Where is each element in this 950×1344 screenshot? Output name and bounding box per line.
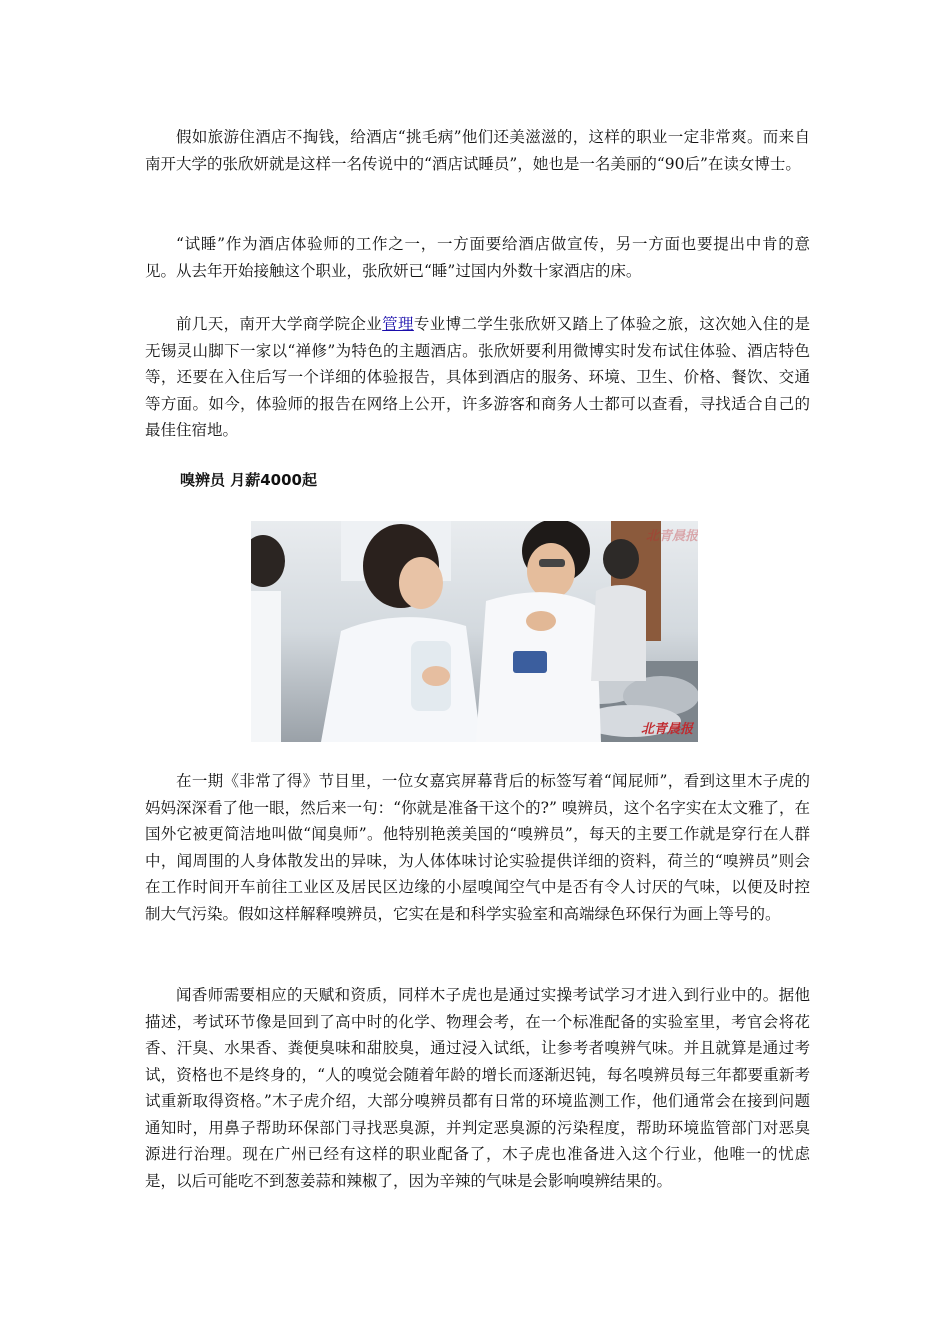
photo-illustration (251, 521, 698, 742)
paragraph-odor-tester-story: 在一期《非常了得》节目里，一位女嘉宾屏幕背后的标签写着“闻屁师”，看到这里木子虎的妈妈深深看了他一眼，然后来一句：“你就是准备干这个的?” 嗅辨员，这个名字实在太文雅了，在国外它被更简洁地叫做“闻臭师”。他特别艳羡美国的“嗅辨员”，每天的主要工作就是穿行在人群中，闻周围的人身体散发出的异味，为人体体味讨论实验提供详细的资料，荷兰的“嗅辨员”则会在工作时间开车前往工业区及居民区边缘的小屋嗅闻空气中是否有令人讨厌的气味，以便及时控制大气污染。假如这样解释嗅辨员，它实在是和科学实验室和高端绿色环保行为画上等号的。 (145, 772, 810, 923)
photo-watermark-top: 北青晨报 (646, 529, 698, 544)
paragraph-text-before-link: 前几天，南开大学商学院企业 (176, 315, 383, 333)
paragraph-text-after-link: 专业博二学生张欣妍又踏上了体验之旅，这次她入住的是无锡灵山脚下一家以“禅修”为特色的主题酒店。张欣妍要利用微博实时发布试住体验、酒店特色等，还要在入住后写一个详细的体验报告，具体到酒店的服务、环境、卫生、价格、餐饮、交通等方面。如今，体验师的报告在网络上公开，许多游客和商务人士都可以查看，寻找适合自己的最佳住宿地。 (145, 315, 810, 439)
paragraph-recent-trip (145, 311, 810, 444)
management-link[interactable]: 管理 (382, 315, 414, 333)
photo-watermark-bottom: 北青晨报 (641, 722, 694, 737)
paragraph-odor-tester-exam: 闻香师需要相应的天赋和资质，同样木子虎也是通过实操考试学习才进入到行业中的。据他描述，考试环节像是回到了高中时的化学、物理会考，在一个标准配备的实验室里，考官会将花香、汗臭、水果香、粪便臭味和甜胶臭，通过浸入试纸，让参考者嗅辨气味。并且就算是通过考试，资格也不是终身的，“人的嗅觉会随着年龄的增长而逐渐迟钝，每名嗅辨员每三年都要重新考试重新取得资格。”木子虎介绍，大部分嗅辨员都有日常的环境监测工作，他们通常会在接到问题通知时，用鼻子帮助环保部门寻找恶臭源，并判定恶臭源的污染程度，帮助环境监管部门对恶臭源进行治理。现在广州已经有这样的职业配备了，木子虎也准备进入这个行业，他唯一的忧虑是，以后可能吃不到葱姜蒜和辣椒了，因为辛辣的气味是会影响嗅辨结果的。 (145, 986, 810, 1190)
paragraph-trial-sleep: “试睡”作为酒店体验师的工作之一，一方面要给酒店做宣传，另一方面也要提出中肯的意见。从去年开始接触这个职业，张欣妍已“睡”过国内外数十家酒店的床。 (145, 235, 810, 280)
paragraph-hotel-tester-intro: 假如旅游住酒店不掏钱，给酒店“挑毛病”他们还美滋滋的，这样的职业一定非常爽。而来自南开大学的张欣妍就是这样一名传说中的“酒店试睡员”，她也是一名美丽的“90后”在读女博士。 (145, 128, 810, 173)
section-heading-odor-tester: 嗅辨员 月薪4000起 (180, 471, 317, 489)
odor-testers-photo (251, 521, 698, 742)
